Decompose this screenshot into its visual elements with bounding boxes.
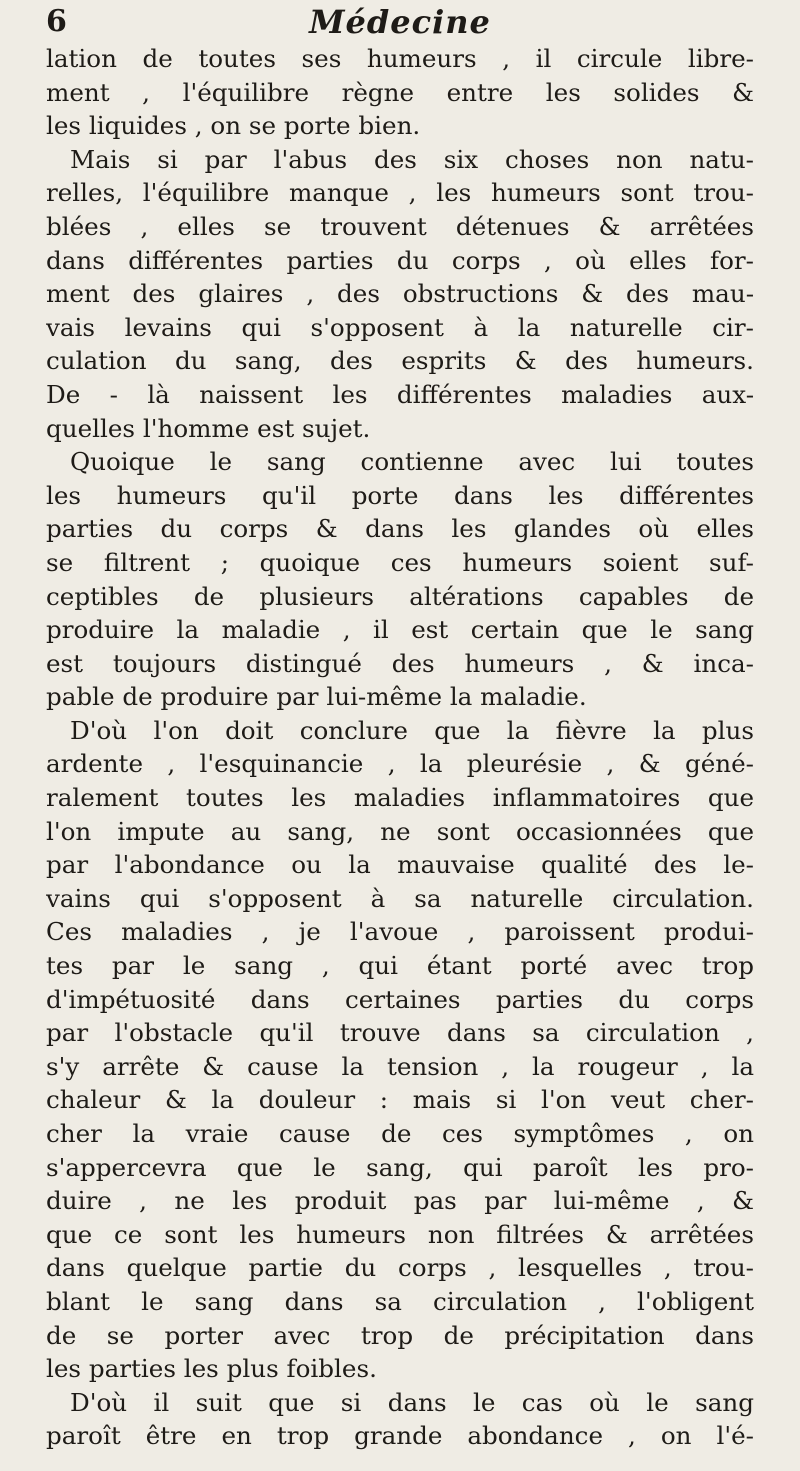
text-line: d'impétuosité dans certaines parties du corps bbox=[46, 984, 754, 1014]
text-line: ment des glaires , des obstructions & des mau- bbox=[46, 279, 754, 309]
text-line: les humeurs qu'il porte dans les différentes bbox=[46, 480, 754, 510]
text-line: Ces maladies , je l'avoue , paroissent produi- bbox=[46, 917, 754, 947]
text-line: vais levains qui s'opposent à la naturelle cir- bbox=[46, 312, 754, 342]
text-line: s'y arrête & cause la tension , la rougeur , la bbox=[46, 1051, 754, 1081]
text-line: ceptibles de plusieurs altérations capables de bbox=[46, 581, 754, 611]
text-line: blant le sang dans sa circulation , l'obligent bbox=[46, 1286, 754, 1316]
text-line: les parties les plus foibles. bbox=[46, 1354, 377, 1384]
text-line: Mais si par l'abus des six choses non natu- bbox=[70, 144, 754, 174]
text-line: que ce sont les humeurs non filtrées & arrêtées bbox=[46, 1219, 754, 1249]
page-header bbox=[46, 2, 754, 42]
text-line: dans différentes parties du corps , où elles for- bbox=[46, 245, 754, 275]
text-line: vains qui s'opposent à sa naturelle circulation. bbox=[46, 883, 754, 913]
text-line: par l'obstacle qu'il trouve dans sa circulation , bbox=[46, 1018, 754, 1048]
text-line: duire , ne les produit pas par lui-même , & bbox=[46, 1186, 754, 1216]
page-number: 6 bbox=[46, 4, 67, 39]
text-line: paroît être en trop grande abondance , on l'é- bbox=[46, 1421, 754, 1451]
text-line: cher la vraie cause de ces symptômes , on bbox=[46, 1119, 754, 1148]
text-line: ardente , l'esquinancie , la pleurésie , & géné- bbox=[46, 749, 754, 779]
text-line: de se porter avec trop de précipitation dans bbox=[46, 1320, 754, 1350]
text-line: ment , l'équilibre règne entre les solides & bbox=[46, 77, 754, 107]
text-line: lation de toutes ses humeurs , il circule libre- bbox=[46, 44, 754, 73]
text-line: pable de produire par lui-même la maladie. bbox=[46, 682, 587, 712]
text-line: ralement toutes les maladies inflammatoires que bbox=[46, 783, 754, 813]
text-line: est toujours distingué des humeurs , & inca- bbox=[46, 648, 754, 678]
running-title: Médecine bbox=[309, 3, 491, 41]
text-line: produire la maladie , il est certain que le sang bbox=[46, 615, 754, 645]
text-line: s'appercevra que le sang, qui paroît les pro- bbox=[46, 1152, 754, 1182]
text-line: relles, l'équilibre manque , les humeurs sont trou- bbox=[46, 178, 754, 208]
text-line: les liquides , on se porte bien. bbox=[46, 111, 421, 141]
text-line: se filtrent ; quoique ces humeurs soient suf- bbox=[46, 547, 754, 577]
text-line: Quoique le sang contienne avec lui toutes bbox=[70, 447, 754, 477]
text-line: blées , elles se trouvent détenues & arrêtées bbox=[46, 211, 754, 241]
text-line: dans quelque partie du corps , lesquelles , trou- bbox=[46, 1253, 754, 1283]
text-line: D'où il suit que si dans le cas où le sang bbox=[70, 1387, 754, 1417]
text-line: l'on impute au sang, ne sont occasionnées que bbox=[46, 816, 754, 846]
text-line: De - là naissent les différentes maladies aux- bbox=[46, 379, 754, 409]
body-text bbox=[46, 42, 754, 1453]
text-line: parties du corps & dans les glandes où elles bbox=[46, 514, 754, 544]
text-line: par l'abondance ou la mauvaise qualité des le- bbox=[46, 850, 754, 880]
text-line: culation du sang, des esprits & des humeurs. bbox=[46, 346, 754, 376]
text-line: chaleur & la douleur : mais si l'on veut cher- bbox=[46, 1085, 754, 1115]
text-line: tes par le sang , qui étant porté avec trop bbox=[46, 951, 754, 981]
text-line: D'où l'on doit conclure que la fièvre la plus bbox=[70, 715, 754, 745]
text-line: quelles l'homme est sujet. bbox=[46, 413, 371, 443]
